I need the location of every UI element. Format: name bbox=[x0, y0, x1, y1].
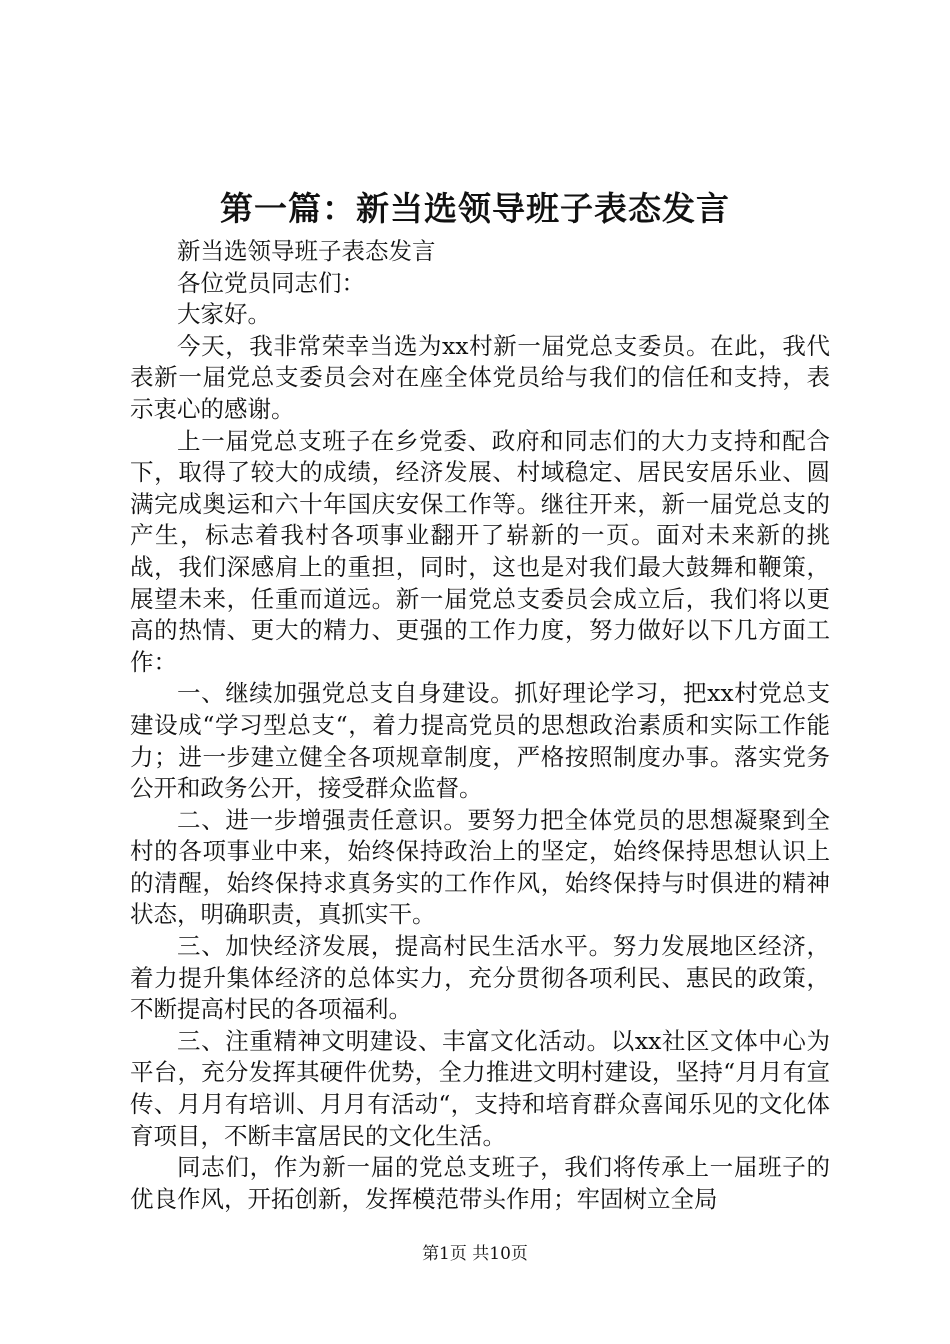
paragraph-point-4: 三、注重精神文明建设、丰富文化活动。以xx社区文体中心为平台，充分发挥其硬件优势，全力推进文明村建设，坚持“月月有宣传、月月有培训、月月有活动“，支持和培育群众喜闻乐见的文化体育项目，不断丰富居民的文化生活。 bbox=[130, 1026, 830, 1150]
paragraph-point-3: 三、加快经济发展，提高村民生活水平。努力发展地区经济，着力提升集体经济的总体实力，充分贯彻各项利民、惠民的政策，不断提高村民的各项福利。 bbox=[130, 932, 830, 1024]
paragraph-review: 上一届党总支班子在乡党委、政府和同志们的大力支持和配合下，取得了较大的成绩，经济发展、村域稳定、居民安居乐业、圆满完成奥运和六十年国庆安保工作等。继往开来，新一届党总支的产生，标志着我村各项事业翻开了崭新的一页。面对未来新的挑战，我们深感肩上的重担，同时，这也是对我们最大鼓舞和鞭策，展望未来，任重而道远。新一届党总支委员会成立后，我们将以更高的热情、更大的精力、更强的工作力度，努力做好以下几方面工作： bbox=[130, 426, 830, 676]
paragraph-greeting: 大家好。 bbox=[177, 300, 271, 329]
paragraph-closing: 同志们，作为新一届的党总支班子，我们将传承上一届班子的优良作风，开拓创新，发挥模范带头作用；牢固树立全局 bbox=[130, 1153, 830, 1213]
document-title: 第一篇：新当选领导班子表态发言 bbox=[220, 189, 730, 228]
paragraph-point-1: 一、继续加强党总支自身建设。抓好理论学习，把xx村党总支建设成“学习型总支“，着力提高党员的思想政治素质和实际工作能力；进一步建立健全各项规章制度，严格按照制度办事。落实党务公开和政务公开，接受群众监督。 bbox=[130, 679, 830, 803]
page-footer: 第1页 共10页 bbox=[422, 1244, 528, 1264]
paragraph-thanks: 今天，我非常荣幸当选为xx村新一届党总支委员。在此，我代表新一届党总支委员会对在座全体党员给与我们的信任和支持，表示衷心的感谢。 bbox=[130, 331, 830, 423]
paragraph-subtitle: 新当选领导班子表态发言 bbox=[177, 237, 436, 265]
document-body bbox=[130, 236, 830, 1215]
paragraph-point-2: 二、进一步增强责任意识。要努力把全体党员的思想凝聚到全村的各项事业中来，始终保持政治上的坚定，始终保持思想认识上的清醒，始终保持求真务实的工作作风，始终保持与时俱进的精神状态，明确职责，真抓实干。 bbox=[130, 805, 830, 929]
paragraph-salutation: 各位党员同志们： bbox=[177, 268, 365, 297]
